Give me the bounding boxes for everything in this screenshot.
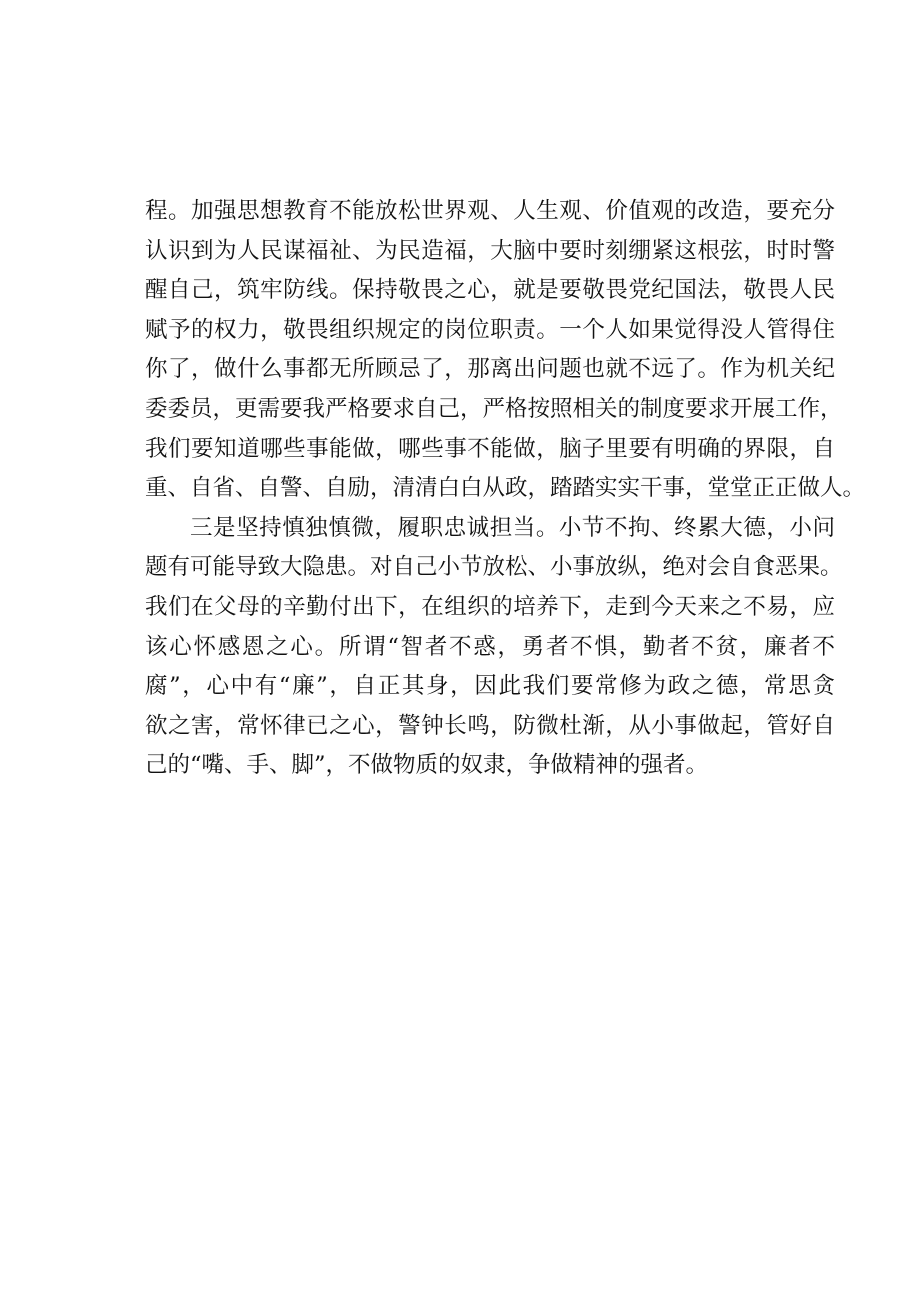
text-line: 欲之害，常怀律已之心，警钟长鸣，防微杜渐，从小事做起，管好自 <box>145 712 835 739</box>
text-line: 题有可能导致大隐患。对自己小节放松、小事放纵，绝对会自食恶果。 <box>145 554 843 581</box>
text-line: 赋予的权力，敬畏组织规定的岗位职责。一个人如果觉得没人管得住 <box>145 316 835 343</box>
text-line: 重、自省、自警、自励，清清白白从政，踏踏实实干事，堂堂正正做人。 <box>145 475 866 502</box>
text-line: 该心怀感恩之心。所谓“智者不惑，勇者不惧，勤者不贫，廉者不 <box>145 633 835 660</box>
text-line: 醒自己，筑牢防线。保持敬畏之心，就是要敬畏党纪国法，敬畏人民 <box>145 277 835 304</box>
text-line: 己的“嘴、手、脚”，不做物质的奴隶，争做精神的强者。 <box>145 752 709 779</box>
text-line: 你了，做什么事都无所顾忌了，那离出问题也就不远了。作为机关纪 <box>145 356 835 383</box>
text-line: 我们在父母的辛勤付出下，在组织的培养下，走到今天来之不易，应 <box>145 593 835 620</box>
body-text <box>145 192 866 786</box>
text-line: 我们要知道哪些事能做，哪些事不能做，脑子里要有明确的界限，自 <box>145 435 835 462</box>
text-line: 程。加强思想教育不能放松世界观、人生观、价值观的改造，要充分 <box>145 198 835 224</box>
text-line: 腐”，心中有“廉”，自正其身，因此我们要常修为政之德，常思贪 <box>145 673 835 700</box>
paragraph-first-line: 三是坚持慎独慎微，履职忠诚担当。小节不拘、终累大德，小问 <box>190 514 835 541</box>
text-line: 认识到为人民谋福祉、为民造福，大脑中要时刻绷紧这根弦，时时警 <box>145 237 835 264</box>
text-line: 委委员，更需要我严格要求自己，严格按照相关的制度要求开展工作， <box>145 395 843 422</box>
